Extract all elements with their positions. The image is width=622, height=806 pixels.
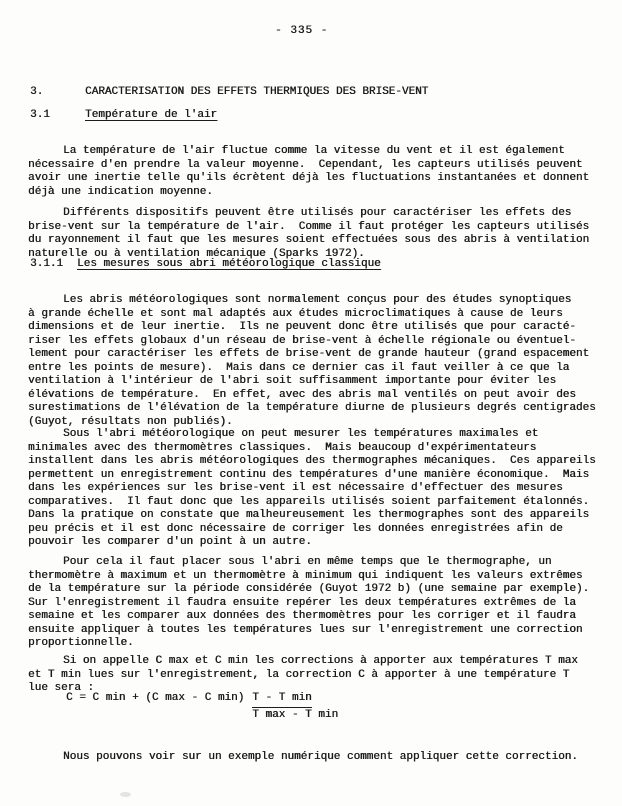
paragraph-devices: Différents dispositifs peuvent être utilisés pour caractériser les effets des brise-vent sur la température de l'air. Comme il faut protéger les capteurs utilisés du rayonnement il faut que les mesures soient effectuées sous des abris à ventilation naturelle ou à ventilation mécanique (Sparks 1972). — [28, 207, 590, 260]
formula-numerator: T - T min — [252, 692, 311, 708]
section-heading — [0, 86, 622, 100]
paragraph-air-temperature-intro: La température de l'air fluctue comme la vitesse du vent et il est également nécessaire d'en prendre la valeur moyenne. Cependant, les capteurs utilisés peuvent avoir une inertie telle qu'ils écrètent déjà les fluctuations instantanées et donnent déjà une indication moyenne. — [28, 145, 590, 198]
page-number: - 335 - — [275, 25, 329, 37]
correction-formula — [66, 692, 338, 722]
subsubsection-heading-number: 3.1.1 — [30, 258, 64, 270]
closing-paragraph: Nous pouvons voir sur un exemple numérique comment appliquer cette correction. — [63, 751, 578, 763]
scan-smudge — [120, 792, 131, 797]
subsubsection-heading-title: Les mesures sous abri météorologique classique — [77, 258, 381, 270]
paragraph-correction-definition: Si on appelle C max et C min les corrections à apporter aux températures T max et T min lues sur l'enregistrement, la correction C à apporter à une température T lue sera : — [28, 655, 578, 694]
subsection-heading-number: 3.1 — [30, 109, 50, 121]
paragraph-meteorological-shelters: Les abris météorologiques sont normalement conçus pour des études synoptiques à grande échelle et sont mal adaptés aux études microclimatiques à cause de leurs dimensions et de leur inertie. Ils ne peuvent donc être utilisés que pour caracté- riser les effets globaux d'un réseau de brise-vent à échelle régionale ou éventuel- lement pour caractériser les effets de brise-vent de grande hauteur (grand espacement entre les points de mesure). Mais dans ce dernier cas il faut veiller à ce que la ventilation à l'intérieur de l'abri soit suffisamment importante pour éviter les élévations de température. En effet, avec des abris mal ventilés on peut avoir des surestimations de l'élévation de la température diurne de plusieurs degrés centigrades (Guyot, résultats non publiés). — [28, 294, 596, 428]
section-heading-title: CARACTERISATION DES EFFETS THERMIQUES DES BRISE-VENT — [85, 86, 429, 98]
formula-denominator: T max - T min — [252, 708, 339, 721]
subsubsection-heading — [0, 258, 622, 272]
paragraph-thermometer-correction: Pour cela il faut placer sous l'abri en même temps que le thermographe, un thermomètre à maximum et un thermomètre à minimum qui indiquent les valeurs extrêmes de la température sur la période considérée (Guyot 1972 b) (une semaine par exemple). Sur l'enregistrement il faudra ensuite repérer les deux températures extrêmes de la semaine et les comparer aux données des thermomètres pour les corriger et il faudra ensuite appliquer à toutes les températures lues sur l'enregistrement une correction proportionnelle. — [28, 556, 590, 649]
formula-fraction — [252, 692, 338, 722]
section-heading-number: 3. — [30, 86, 44, 98]
subsection-heading — [0, 109, 622, 123]
subsection-heading-title: Température de l'air — [85, 109, 218, 121]
paragraph-thermographs: Sous l'abri météorologique on peut mesurer les températures maximales et minimales avec des thermomètres classiques. Mais beaucoup d'expérimentateurs installent dans les abris météorologiques des thermographes mécaniques. Ces appareils permettent un enregistrement continu des températures d'une manière économique. Mais dans les expériences sur les brise-vent il est nécessaire d'effectuer des mesures comparatives. Il faut donc que les appareils utilisés soient parfaitement étalonnés. Dans la pratique on constate que malheureusement les thermographes sont des appareils peu précis et il est donc nécessaire de corriger les données enregistrées afin de pouvoir les comparer d'un point à un autre. — [28, 428, 596, 548]
formula-lhs: C = C min + (C max - C min) — [66, 692, 245, 704]
